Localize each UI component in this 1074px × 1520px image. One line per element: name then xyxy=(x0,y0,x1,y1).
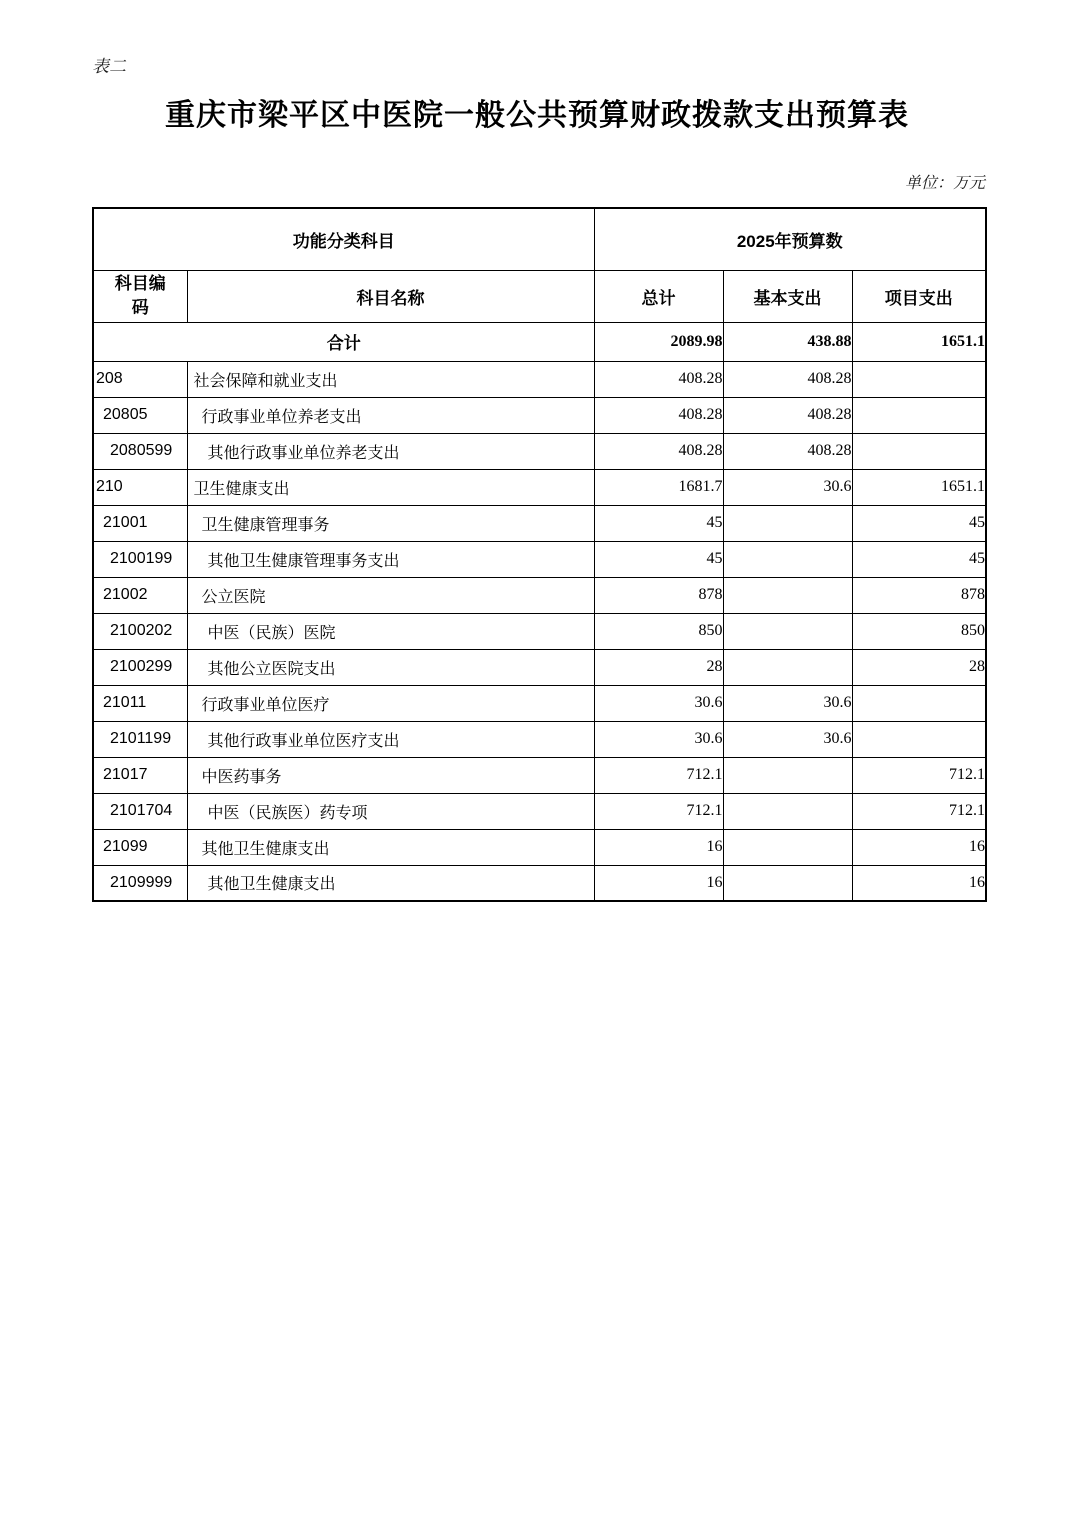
cell-total: 712.1 xyxy=(594,757,723,793)
cell-subject-code: 2109999 xyxy=(93,865,187,901)
cell-subject-code: 2101704 xyxy=(93,793,187,829)
table-row xyxy=(93,361,986,397)
cell-subject-name: 卫生健康管理事务 xyxy=(187,505,594,541)
cell-total: 30.6 xyxy=(594,685,723,721)
cell-project-expenditure: 16 xyxy=(852,829,986,865)
cell-subject-code: 21002 xyxy=(93,577,187,613)
cell-subject-name: 其他卫生健康支出 xyxy=(187,865,594,901)
cell-subject-code: 208 xyxy=(93,361,187,397)
header-group-row xyxy=(93,208,986,270)
cell-project-expenditure: 1651.1 xyxy=(852,469,986,505)
cell-subject-name: 其他卫生健康支出 xyxy=(187,829,594,865)
cell-total: 408.28 xyxy=(594,397,723,433)
cell-subject-code: 21099 xyxy=(93,829,187,865)
header-subject-name: 科目名称 xyxy=(187,270,594,322)
table-row xyxy=(93,649,986,685)
cell-subject-name: 社会保障和就业支出 xyxy=(187,361,594,397)
cell-subject-name: 行政事业单位养老支出 xyxy=(187,397,594,433)
cell-project-expenditure: 45 xyxy=(852,541,986,577)
cell-subject-code: 2100299 xyxy=(93,649,187,685)
cell-basic-expenditure: 30.6 xyxy=(723,685,852,721)
cell-subject-code: 2080599 xyxy=(93,433,187,469)
cell-basic-expenditure: 30.6 xyxy=(723,469,852,505)
table-row xyxy=(93,721,986,757)
cell-total: 16 xyxy=(594,829,723,865)
cell-subject-name: 行政事业单位医疗 xyxy=(187,685,594,721)
cell-basic-expenditure xyxy=(723,757,852,793)
cell-basic-expenditure xyxy=(723,613,852,649)
cell-subject-code: 2101199 xyxy=(93,721,187,757)
cell-project-expenditure: 850 xyxy=(852,613,986,649)
cell-basic-expenditure xyxy=(723,505,852,541)
header-subject-code-label: 科目编码 xyxy=(114,274,166,317)
cell-basic-expenditure xyxy=(723,865,852,901)
cell-subject-name: 其他行政事业单位医疗支出 xyxy=(187,721,594,757)
cell-total: 408.28 xyxy=(594,361,723,397)
total-row-total: 2089.98 xyxy=(594,322,723,361)
cell-subject-code: 2100199 xyxy=(93,541,187,577)
cell-subject-code: 21017 xyxy=(93,757,187,793)
cell-project-expenditure xyxy=(852,433,986,469)
cell-total: 30.6 xyxy=(594,721,723,757)
table-body xyxy=(93,322,986,901)
table-row xyxy=(93,613,986,649)
table-number-label: 表二 xyxy=(92,57,126,77)
cell-project-expenditure xyxy=(852,361,986,397)
cell-project-expenditure: 45 xyxy=(852,505,986,541)
cell-project-expenditure xyxy=(852,685,986,721)
cell-project-expenditure: 16 xyxy=(852,865,986,901)
budget-table xyxy=(92,207,987,902)
cell-basic-expenditure xyxy=(723,649,852,685)
cell-subject-code: 2100202 xyxy=(93,613,187,649)
cell-project-expenditure xyxy=(852,721,986,757)
cell-subject-name: 中医（民族医）药专项 xyxy=(187,793,594,829)
cell-basic-expenditure: 408.28 xyxy=(723,397,852,433)
table-row xyxy=(93,757,986,793)
table-row xyxy=(93,433,986,469)
table-row xyxy=(93,469,986,505)
cell-subject-code: 21001 xyxy=(93,505,187,541)
total-row xyxy=(93,322,986,361)
cell-subject-name: 其他行政事业单位养老支出 xyxy=(187,433,594,469)
cell-subject-name: 中医（民族）医院 xyxy=(187,613,594,649)
cell-basic-expenditure xyxy=(723,793,852,829)
cell-project-expenditure: 28 xyxy=(852,649,986,685)
cell-total: 878 xyxy=(594,577,723,613)
table-row xyxy=(93,505,986,541)
cell-total: 408.28 xyxy=(594,433,723,469)
table-row xyxy=(93,865,986,901)
cell-total: 45 xyxy=(594,541,723,577)
unit-note: 单位：万元 xyxy=(904,173,985,192)
header-columns-row xyxy=(93,270,986,322)
header-project-expenditure: 项目支出 xyxy=(852,270,986,322)
header-total: 总计 xyxy=(594,270,723,322)
cell-basic-expenditure xyxy=(723,541,852,577)
total-row-label: 合计 xyxy=(93,322,594,361)
table-row xyxy=(93,793,986,829)
cell-subject-name: 公立医院 xyxy=(187,577,594,613)
cell-basic-expenditure: 408.28 xyxy=(723,433,852,469)
total-row-basic: 438.88 xyxy=(723,322,852,361)
cell-project-expenditure: 712.1 xyxy=(852,757,986,793)
cell-basic-expenditure: 30.6 xyxy=(723,721,852,757)
header-function-category: 功能分类科目 xyxy=(93,208,594,270)
cell-subject-name: 中医药事务 xyxy=(187,757,594,793)
table-row xyxy=(93,685,986,721)
table-row xyxy=(93,577,986,613)
cell-subject-name: 卫生健康支出 xyxy=(187,469,594,505)
cell-subject-code: 210 xyxy=(93,469,187,505)
cell-basic-expenditure xyxy=(723,829,852,865)
cell-project-expenditure: 878 xyxy=(852,577,986,613)
table-row xyxy=(93,397,986,433)
cell-subject-name: 其他公立医院支出 xyxy=(187,649,594,685)
header-subject-code xyxy=(93,270,187,322)
cell-total: 16 xyxy=(594,865,723,901)
cell-total: 45 xyxy=(594,505,723,541)
cell-subject-code: 21011 xyxy=(93,685,187,721)
cell-subject-name: 其他卫生健康管理事务支出 xyxy=(187,541,594,577)
header-basic-expenditure: 基本支出 xyxy=(723,270,852,322)
cell-project-expenditure: 712.1 xyxy=(852,793,986,829)
cell-total: 712.1 xyxy=(594,793,723,829)
cell-total: 28 xyxy=(594,649,723,685)
cell-basic-expenditure: 408.28 xyxy=(723,361,852,397)
table-row xyxy=(93,829,986,865)
header-budget-2025: 2025年预算数 xyxy=(594,208,986,270)
cell-total: 850 xyxy=(594,613,723,649)
cell-subject-code: 20805 xyxy=(93,397,187,433)
total-row-project: 1651.1 xyxy=(852,322,986,361)
cell-total: 1681.7 xyxy=(594,469,723,505)
page-title: 重庆市梁平区中医院一般公共预算财政拨款支出预算表 xyxy=(165,99,909,132)
cell-basic-expenditure xyxy=(723,577,852,613)
table-row xyxy=(93,541,986,577)
cell-project-expenditure xyxy=(852,397,986,433)
